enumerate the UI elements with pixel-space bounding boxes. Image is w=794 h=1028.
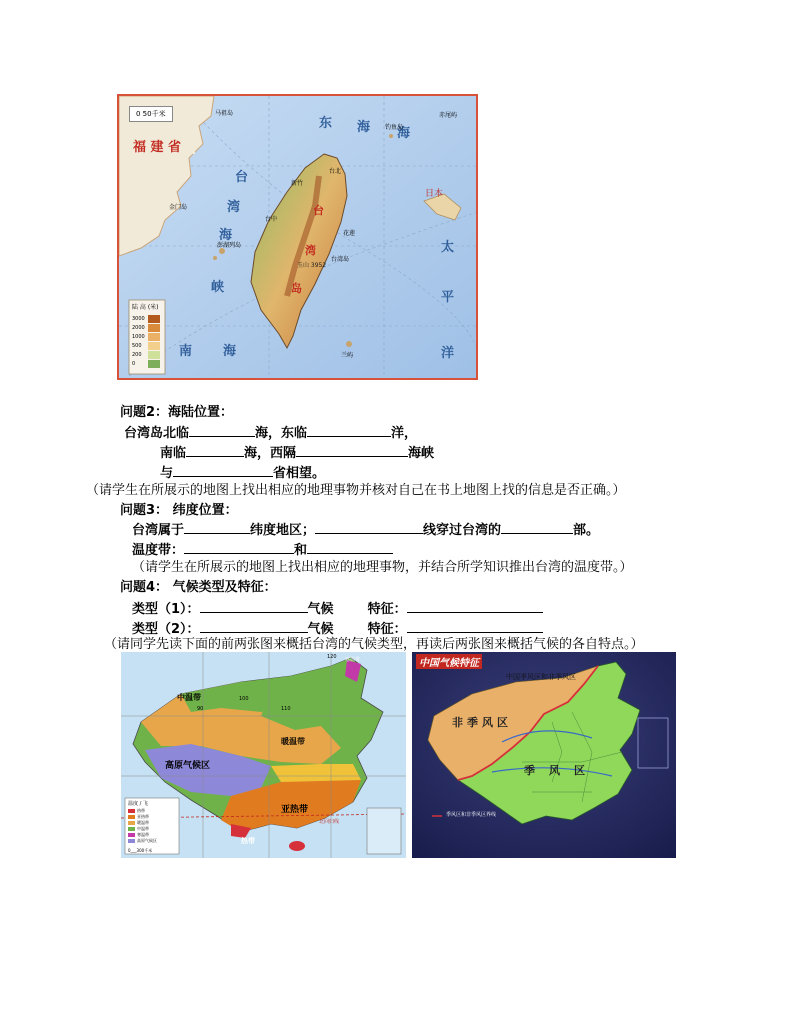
island-label-3: 岛 [291,282,302,295]
q2-line1-text-c: 洋， [391,426,418,441]
legend-swatch [128,839,135,843]
q3-line1-text-c: 线穿过台湾的 [423,523,502,538]
q2-line2-text-c: 海峡 [408,446,435,461]
place-penghu: 澎湖列岛 [217,242,242,249]
q4-note: （请同学先读下面的前两张图来概括台湾的气候类型，再读后两张图来概括气候的各自特点。） [104,637,644,652]
east-sea-label-1: 东 [319,116,333,131]
pacific-label-1: 太 [441,240,455,255]
q3-title: 问题3： 纬度位置： [120,503,238,518]
legend-value: 500 [132,342,142,349]
island-label-1: 台 [313,204,324,217]
china-monsoon-map [412,652,676,858]
legend-row-200 [132,350,160,359]
q2-line2-text-a: 南临 [160,446,187,461]
legend-swatch [148,315,160,323]
q2-blank-province[interactable] [173,464,273,477]
place-taiwandao: 台湾岛 [331,256,350,263]
strait-label-3: 海 [219,228,233,243]
q4-blank-feature1[interactable] [407,600,543,613]
strait-label-1: 台 [235,170,249,185]
elevation-legend-title: 陆 高 (米) [132,304,159,311]
legend-row-1000 [132,332,160,341]
place-taibei: 台北 [329,168,342,175]
legend-item: 暖温带 [137,820,149,825]
china-temperature-map [121,652,406,858]
legend-swatch [128,815,135,819]
q3-blank-line[interactable] [315,521,423,534]
legend-swatch [128,809,135,813]
strait-label-2: 湾 [227,200,241,215]
monsoon-label: 季风区 [524,764,599,777]
q3-line1-text-a: 台湾属于 [132,523,185,538]
zone-warm-temperate: 暖温带 [281,737,305,746]
q4-blank-type2[interactable] [200,620,308,633]
legend-swatch [128,821,135,825]
zone-plateau: 高原气候区 [165,761,211,771]
place-xinzhu: 新竹 [291,180,304,187]
q3-line1-text-d: 部。 [573,523,600,538]
legend-value: 1000 [132,333,145,340]
temp-legend [128,808,157,844]
south-sea-label-2: 海 [223,344,237,359]
q2-line1 [124,422,417,441]
place-diaoyu: 钓鱼岛 [385,124,404,131]
island-label-2: 湾 [305,244,316,257]
q2-line2-text-b: 海，西隔 [244,446,297,461]
legend-swatch [128,833,135,837]
q4-blank-type1[interactable] [200,600,308,613]
legend-item: 亚热带 [137,814,149,819]
taiwan-map [117,94,478,380]
q4-type2-feature-label: 特征： [367,622,407,637]
legend-item: 中温带 [137,826,149,831]
legend-swatch [148,342,160,350]
q3-line2-text-a: 温度带： [132,543,185,558]
zone-mid-temperate: 中温带 [177,693,201,702]
boundary-legend: 季风区和非季风区界线 [446,812,497,818]
legend-item: 寒温带 [137,832,149,837]
lon-90: 90 [197,706,204,712]
q3-line1 [132,519,599,538]
lon-110: 110 [281,706,291,712]
place-lanyu: 兰屿 [341,352,354,359]
q3-line2-text-b: 和 [294,543,308,558]
q2-note: （请学生在所展示的地图上找出相应的地理事物并核对自己在书上地图上找的信息是否正确。） [86,483,626,498]
south-sea-label-1: 南 [179,344,193,359]
q4-type1-row [132,598,543,617]
place-jinmen: 金门岛 [169,204,188,211]
legend-value: 0 [132,360,136,367]
q2-line3-text-a: 与 [160,466,174,481]
q2-title: 问题2：海陆位置： [120,405,234,420]
legend-row-500 [132,341,160,350]
legend-swatch [148,360,160,368]
q2-line2 [160,442,434,461]
q2-blank-west-strait[interactable] [296,444,408,457]
q2-line3-text-b: 省相望。 [273,466,326,481]
legend-item: 高原气候区 [137,838,157,843]
legend-swatch [148,324,160,332]
legend-swatch [128,827,135,831]
lon-120: 120 [327,654,337,660]
place-chiwei: 赤尾屿 [439,112,458,119]
legend-row-0 [132,359,160,368]
zone-subtropical: 亚热带 [281,805,309,815]
q3-blank-temp-zone-1[interactable] [184,541,294,554]
place-hualian: 花莲 [343,230,356,237]
q3-line1-text-b: 纬度地区； [250,523,316,538]
q2-line1-text-a: 台湾岛北临 [124,426,190,441]
scale-label: 0 50千米 [129,106,173,122]
legend-item: 热带 [137,808,145,813]
q2-line1-text-b: 海，东临 [255,426,308,441]
q4-type1-feature-label: 特征： [367,602,407,617]
monsoon-map-subtitle: 中国季风区和非季风区 [506,673,576,681]
strait-label-4: 峡 [211,280,225,295]
temp-scale: 0___300千米 [128,848,153,853]
q2-blank-south-sea[interactable] [186,444,244,457]
q3-blank-latitude[interactable] [184,521,250,534]
q4-title: 问题4： 气候类型及特征： [120,580,277,595]
legend-value: 2000 [132,324,145,331]
japan-label: 日本 [425,189,444,199]
province-label: 福 建 省 [133,140,182,155]
pacific-label-3: 洋 [441,346,455,361]
zone-tropical: 热带 [241,837,255,845]
q3-note: （请学生在所展示的地图上找出相应的地理事物，并结合所学知识推出台湾的温度带。） [132,560,633,575]
place-taizhong: 台中 [265,216,278,223]
place-mazu: 马祖岛 [215,110,234,117]
lon-100: 100 [239,696,249,702]
q4-type2-label: 类型（2）： [132,622,200,637]
q2-blank-north-sea[interactable] [189,424,255,437]
east-sea-label-2: 海 [357,120,371,135]
legend-value: 3000 [132,315,145,322]
q2-blank-east-ocean[interactable] [307,424,391,437]
legend-value: 200 [132,351,142,358]
legend-row-2000 [132,323,160,332]
legend-swatch [148,333,160,341]
q4-blank-feature2[interactable] [407,620,543,633]
temp-legend-row [128,838,157,844]
peak-label: 玉山 3952 [297,262,327,269]
legend-row-3000 [132,314,160,323]
q4-type1-climate: 气候 [307,602,334,617]
elevation-legend [132,314,160,368]
east-sea-label-3: 海 [397,126,411,141]
pacific-label-2: 平 [441,290,455,305]
monsoon-map-title: 中国气候特征 [416,654,482,669]
q3-blank-part[interactable] [501,521,573,534]
q3-blank-temp-zone-2[interactable] [307,541,393,554]
tropic-label: 北回归线 [319,819,340,825]
legend-swatch [148,351,160,359]
non-monsoon-label: 非季风区 [452,716,512,729]
china-temperature-map-graphic [121,652,406,858]
q4-type2-climate: 气候 [307,622,334,637]
china-monsoon-map-graphic [412,652,676,858]
q4-type1-label: 类型（1）： [132,602,200,617]
temp-legend-title: 温度 / 飞 [128,801,148,807]
zone-cold-temperate: 寒温带 [345,657,361,663]
